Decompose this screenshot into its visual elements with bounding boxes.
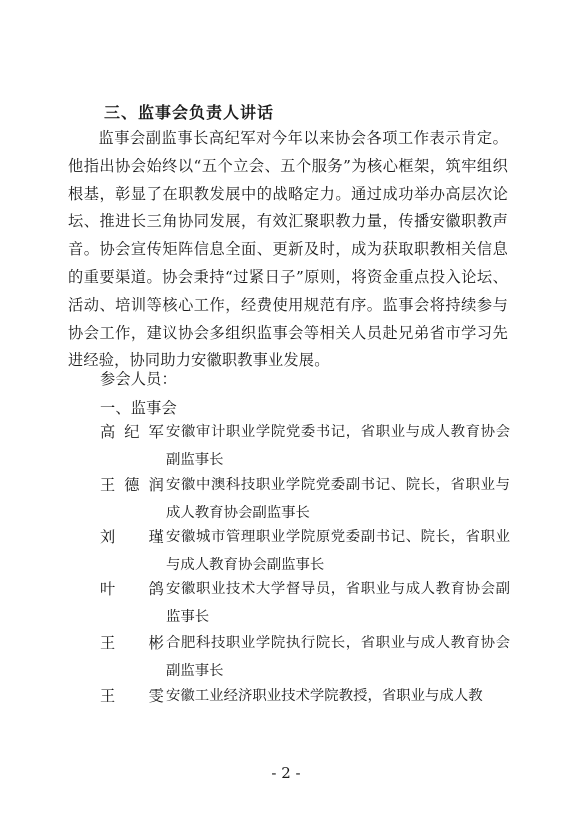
member-entry: [100, 683, 510, 711]
section-heading: 三、监事会负责人讲话: [104, 103, 275, 122]
member-name: 王德润: [100, 476, 164, 494]
member-entry: [100, 419, 510, 475]
member-name: 高纪军: [100, 423, 164, 441]
member-name: 王彬: [100, 634, 164, 652]
member-description: 安徽审计职业学院党委书记，省职业与成人教育协会副监事长: [166, 424, 510, 468]
member-description: 安徽职业技术大学督导员，省职业与成人教育协会副监事长: [166, 581, 510, 625]
member-description: 安徽城市管理职业学院原党委副书记、院长，省职业与成人教育协会副监事长: [166, 529, 510, 573]
member-description: 安徽中澳科技职业学院党委副书记、院长，省职业与成人教育协会副监事长: [166, 477, 510, 521]
member-description: 安徽工业经济职业技术学院教授，省职业与成人教: [166, 688, 483, 704]
member-entry: [100, 576, 510, 632]
member-name: 叶鸽: [100, 580, 164, 598]
page-number: - 2 -: [271, 764, 301, 782]
member-description: 合肥科技职业学院执行院长，省职业与成人教育协会副监事长: [166, 635, 510, 679]
member-name: 王雯: [100, 687, 164, 705]
member-entry: [100, 524, 510, 580]
member-name: 刘瑾: [100, 528, 164, 546]
member-entry: [100, 472, 510, 528]
attendees-label: 参会人员：: [100, 370, 177, 388]
member-entry: [100, 630, 510, 686]
group-label: 一、监事会: [100, 399, 177, 417]
body-paragraph: 监事会副监事长高纪军对今年以来协会各项工作表示肯定。他指出协会始终以“五个立会、五个服务”为核心框架，筑牢组织根基，彰显了在职教发展中的战略定力。通过成功举办高层次论坛、推进长三角协同发展，有效汇聚职教力量，传播安徽职教声音。协会宣传矩阵信息全面、更新及时，成为获取职教相关信息的重要渠道。协会秉持“过紧日子”原则，将资金重点投入论坛、活动、培训等核心工作，经费使用规范有序。监事会将持续参与协会工作，建议协会多组织监事会等相关人员赴兄弟省市学习先进经验，协同助力安徽职教事业发展。: [68, 129, 508, 370]
